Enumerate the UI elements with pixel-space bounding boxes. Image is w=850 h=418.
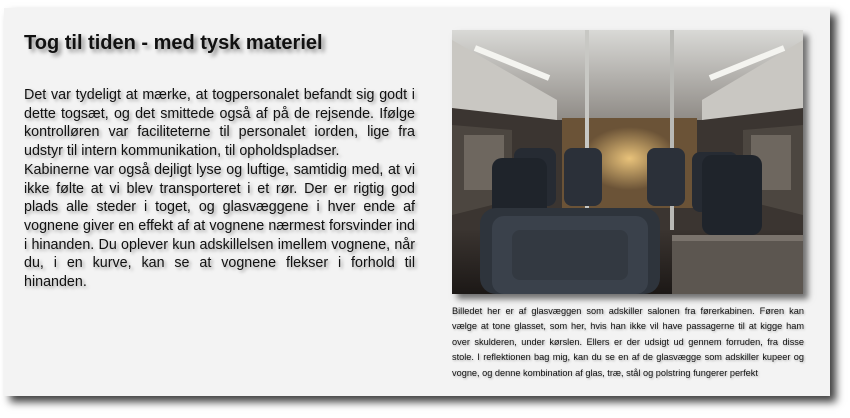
article-panel	[4, 8, 830, 396]
article-title: Tog til tiden - med tysk materiel	[24, 32, 323, 54]
photo-caption: Billedet her er af glasvæggen som adskiller salonen fra førerkabinen. Føren kan vælge at tone glasset, som her, hvis han ikke vil have passagerne til at kigge ham over skulderen, under kørslen. Ellers er der udsigt ud gennem forruden, fra disse stole. I reflektionen bag mig, kan du se en af de glasvægge som adskiller kupeer og vogne, og denne kombination af glas, træ, stål og polstring fungerer perfekt	[452, 306, 804, 378]
article-paragraph: Det var tydeligt at mærke, at togpersonalet befandt sig godt i dette togsæt, og det smittede også af på de rejsende. Ifølge kontrolløren var faciliteterne til personalet iorden, lige fra udstyr til intern kommunikation, til opholdspladser.	[24, 87, 415, 160]
article-body	[24, 86, 415, 292]
article-paragraph: Kabinerne var også dejligt lyse og luftige, samtidig med, at vi ikke følte at vi blev transporteret i et rør. Der er rigtig god plads alle steder i toget, og glasvæggene i hver ende af vognene giver en effekt af at vognene nærmest forsvinder ind i hinanden. Du oplever kun adskillelsen imellem vognene, når du, i en kurve, kan se at vognene flekser i forhold til hinanden.	[24, 161, 415, 291]
train-interior-photo	[452, 30, 803, 294]
